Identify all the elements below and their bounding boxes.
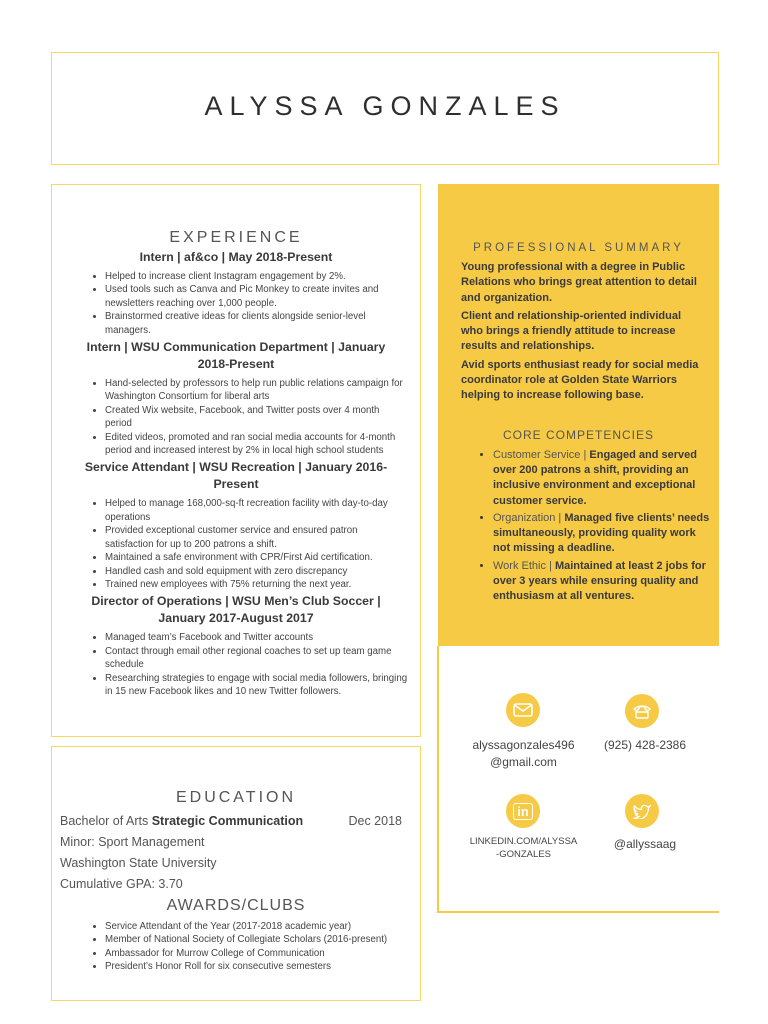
competencies-list	[438, 448, 719, 605]
job-title: Intern | af&co | May 2018-Present	[139, 250, 333, 264]
summary-paragraph: Client and relationship-oriented individual who brings a friendly attitude to increase results and relationships.	[461, 309, 682, 353]
list-item: • Provided exceptional customer service and ensured patron satisfaction for up to 200 patrons a shift.	[105, 524, 408, 551]
contact-border-left	[437, 646, 439, 913]
header-box	[51, 52, 719, 165]
list-item: • President’s Honor Roll for six consecutive semesters	[105, 960, 408, 973]
linkedin-text[interactable]	[455, 835, 592, 861]
list-item: • Contact through email other regional coaches to set up team game schedule	[105, 645, 408, 672]
list-item: • Trained new employees with 75% returning the next year.	[105, 578, 408, 591]
email-text[interactable]	[455, 737, 592, 771]
gpa-line: Cumulative GPA: 3.70	[60, 877, 183, 891]
competency-label: Work Ethic |	[493, 559, 555, 572]
minor-line: Minor: Sport Management	[60, 835, 205, 849]
summary-paragraph: Young professional with a degree in Public Relations who brings great attention to detail and organization.	[461, 261, 697, 304]
competency-label: Customer Service |	[493, 448, 590, 461]
summary-title: PROFESSIONAL SUMMARY	[473, 242, 684, 254]
job-bullets	[52, 631, 420, 698]
list-item: • Helped to increase client Instagram engagement by 2%.	[105, 270, 408, 283]
list-item: • Maintained a safe environment with CPR/First Aid certification.	[105, 551, 408, 564]
twitter-text[interactable]: @allyssaag	[613, 837, 677, 851]
school-line: Washington State University	[60, 856, 217, 870]
list-item: • Helped to manage 168,000-sq-ft recreation facility with day-to-day operations	[105, 497, 408, 524]
competencies-title: CORE COMPETENCIES	[502, 427, 654, 442]
job-bullets	[52, 377, 420, 457]
education-section	[51, 746, 421, 1001]
education-title: EDUCATION	[175, 789, 297, 806]
experience-title: EXPERIENCE	[169, 229, 303, 246]
summary-panel	[438, 184, 719, 646]
linkedin-line1: LINKEDIN.COM/ALYSSA	[469, 836, 578, 847]
list-item: • Handled cash and sold equipment with zero discrepancy	[105, 565, 408, 578]
job-title: Director of Operations | WSU Men’s Club Soccer | January 2017-August 2017	[91, 594, 381, 626]
phone-text[interactable]: (925) 428-2386	[603, 738, 687, 752]
list-item: • Hand-selected by professors to help run public relations campaign for Washington Consortium for liberal arts	[105, 377, 408, 404]
list-item	[493, 511, 711, 557]
list-item: • Member of National Society of Collegiate Scholars (2016-present)	[105, 933, 408, 946]
summary-paragraph: Avid sports enthusiast ready for social media coordinator role at Golden State Warriors helping to increase following base.	[461, 358, 699, 402]
degree-major: Strategic Communication	[151, 814, 304, 828]
list-item: • Researching strategies to engage with social media followers, bringing in 15 new Facebook likes and 10 new Twitter followers.	[105, 672, 408, 699]
name-title: ALYSSA GONZALES	[204, 91, 566, 121]
list-item: • Brainstormed creative ideas for clients alongside senior-level managers.	[105, 310, 408, 337]
list-item: • Managed team’s Facebook and Twitter accounts	[105, 631, 408, 644]
job-bullets	[52, 270, 420, 337]
awards-list	[52, 920, 420, 974]
job-title: Service Attendant | WSU Recreation | January 2016-Present	[84, 460, 388, 492]
list-item: • Edited videos, promoted and ran social media accounts for 4-month period and increased interest by 2% in local high school students	[105, 431, 408, 458]
awards-title: AWARDS/CLUBS	[166, 897, 306, 914]
degree-line	[52, 811, 420, 832]
phone-icon	[625, 694, 659, 728]
list-item: • Used tools such as Canva and Pic Monkey to create invites and newsletters reaching over 1,000 people.	[105, 283, 408, 310]
list-item	[493, 448, 711, 509]
competency-value: Engaged and served over 200 patrons a shift, providing an inclusive environment and exceptional customer service.	[493, 448, 697, 507]
linkedin-glyph: in	[513, 803, 533, 820]
linkedin-line2: -GONZALES	[496, 849, 551, 860]
list-item: • Created Wix website, Facebook, and Twitter posts over 4 month period	[105, 404, 408, 431]
list-item	[493, 559, 711, 605]
degree-date: Dec 2018	[348, 814, 402, 828]
email-line2: @gmail.com	[490, 755, 557, 769]
experience-section	[51, 184, 421, 737]
competency-value: Maintained at least 2 jobs for over 3 years while ensuring quality and enthusiasm at all ventures.	[493, 559, 706, 603]
job-bullets	[52, 497, 420, 591]
degree-prefix: Bachelor of Arts	[60, 814, 152, 828]
linkedin-icon	[506, 794, 540, 828]
competency-value: Managed five clients’ needs simultaneously, providing quality work not missing a deadline.	[493, 511, 710, 555]
email-icon	[506, 693, 540, 727]
job-title: Intern | WSU Communication Department | January 2018-Present	[86, 340, 386, 372]
twitter-icon	[625, 794, 659, 828]
list-item: • Service Attendant of the Year (2017-2018 academic year)	[105, 920, 408, 933]
email-line1: alyssagonzales496	[472, 738, 575, 752]
list-item: • Ambassador for Murrow College of Communication	[105, 947, 408, 960]
competency-label: Organization |	[493, 511, 565, 524]
contact-border-bottom	[437, 911, 719, 913]
